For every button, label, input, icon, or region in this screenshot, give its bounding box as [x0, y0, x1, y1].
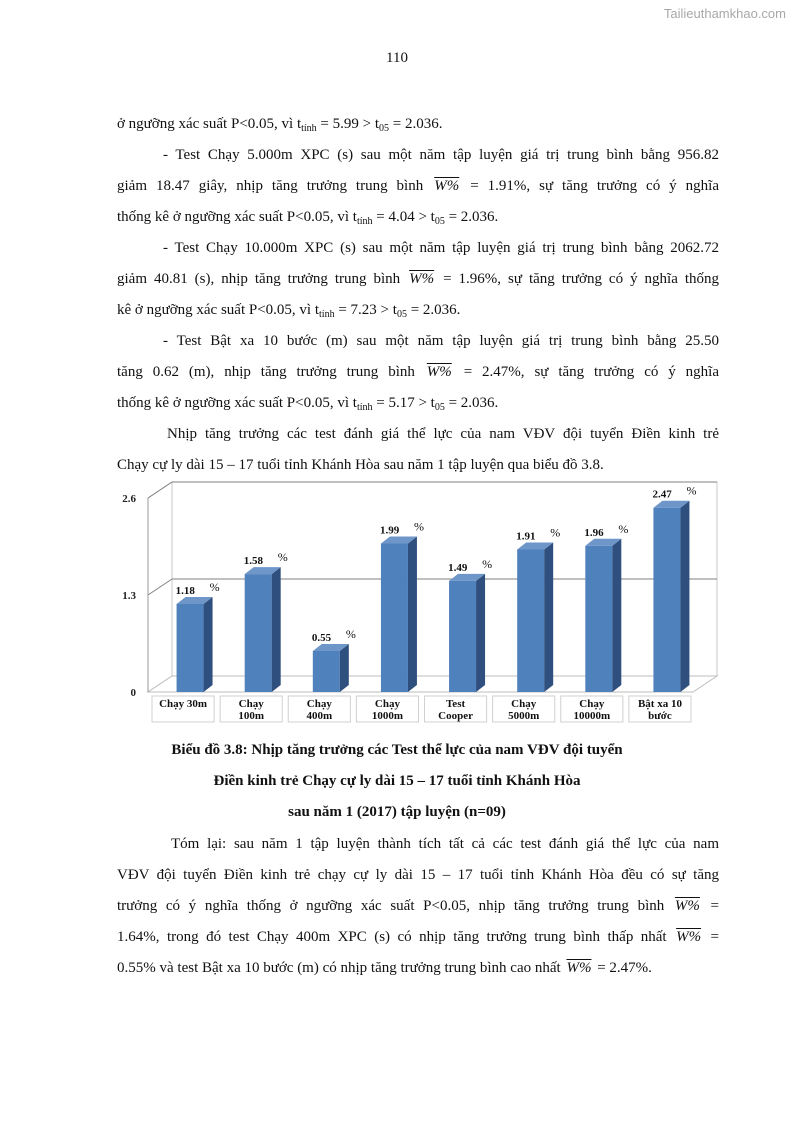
text-line: Chạy cự ly dài 15 – 17 tuổi tỉnh Khánh Hòa sau năm 1 tập luyện qua biểu đồ 3.8.: [117, 457, 604, 473]
bar-side: [204, 597, 213, 692]
text-run: = 2.47%.: [593, 960, 652, 976]
text-run: = 1.91%, sự tăng trưởng có ý nghĩa: [461, 178, 719, 194]
text-run: = 2.036.: [389, 116, 443, 132]
bar-front: [585, 546, 612, 692]
subscript: tính: [301, 123, 317, 134]
text-line: - Test Chạy 5.000m XPC (s) sau một năm tập luyện giá trị trung bình bằng 956.82: [163, 147, 719, 163]
paragraph-continuation: [117, 109, 719, 140]
bar-front: [177, 604, 204, 692]
data-label: 1.91: [516, 530, 536, 543]
text-line: Nhịp tăng trưởng các test đánh giá thể lực của nam VĐV đội tuyển Điền kinh trẻ: [167, 426, 719, 442]
data-label: 0.55: [311, 631, 332, 644]
data-label: 1.58: [243, 555, 263, 568]
mean-growth-symbol: W%: [426, 364, 452, 380]
text-line: [117, 295, 719, 326]
data-label: 1.99: [379, 524, 400, 537]
x-tick-label: Chạy: [238, 698, 264, 710]
data-label-unit: %: [413, 519, 424, 534]
subscript: tính: [356, 402, 373, 413]
subscript: 05: [379, 123, 390, 134]
data-label: 1.18: [175, 584, 195, 597]
x-tick-label: 5000m: [508, 710, 540, 722]
bar-front: [653, 508, 680, 692]
bar-front: [313, 651, 340, 692]
bar-front: [449, 581, 476, 692]
x-tick-label: 1000m: [371, 710, 404, 722]
figure-caption-line: Biểu đồ 3.8: Nhịp tăng trưởng các Test thể lực của nam VĐV đội tuyển: [171, 742, 623, 758]
y-tick-label: 2.6: [122, 493, 136, 505]
data-label-unit: %: [550, 525, 561, 540]
x-tick-label: bước: [648, 710, 672, 722]
text-line: [117, 357, 719, 388]
x-tick-label: 400m: [306, 710, 333, 722]
y-tick-label: 1.3: [122, 590, 136, 602]
chart-svg: [108, 480, 728, 725]
x-tick-label: Cooper: [438, 710, 473, 722]
text-run: thống kê ở ngưỡng xác suất P<0.05, vì t: [117, 395, 357, 411]
text-line: VĐV đội tuyển Điền kinh trẻ chạy cự ly dài 15 – 17 tuổi tỉnh Khánh Hòa đều có sự tăng: [117, 867, 719, 883]
text-run: ở ngưỡng xác suất P<0.05, vì t: [117, 116, 302, 132]
text-run: giảm 40.81 (s), nhịp tăng trưởng trung bình: [117, 271, 408, 287]
bar-front: [517, 549, 544, 692]
x-tick-label: Bật xa 10: [637, 698, 682, 710]
bar-side: [408, 537, 417, 692]
x-tick-label: 100m: [238, 710, 265, 722]
page-number: 110: [386, 50, 408, 66]
figure-caption-line: Điền kinh trẻ Chạy cự ly dài 15 – 17 tuổi tỉnh Khánh Hòa: [213, 773, 581, 789]
subscript: tính: [356, 216, 373, 227]
text-line: [117, 953, 719, 984]
mean-growth-symbol: W%: [566, 960, 592, 976]
text-line: [117, 388, 719, 419]
text-run: = 1.96%, sự tăng trưởng có ý nghĩa thống: [436, 271, 719, 287]
x-tick-label: Chạy: [306, 698, 332, 710]
x-tick-label: Chạy 30m: [159, 698, 208, 710]
watermark: Tailieuthamkhao.com: [663, 6, 786, 21]
text-run: = 7.23 > t: [334, 302, 397, 318]
bar-side: [272, 567, 281, 692]
x-tick-label: Chạy: [511, 698, 537, 710]
growth-bar-chart: [108, 480, 728, 725]
text-line: Tóm lại: sau năm 1 tập luyện thành tích tất cả các test đánh giá thể lực của nam: [171, 836, 719, 852]
text-line: [117, 171, 719, 202]
x-tick-label: 10000m: [573, 710, 611, 722]
text-run: 1.64%, trong đó test Chạy 400m XPC (s) có nhịp tăng trưởng trung bình thấp nhất: [117, 929, 675, 945]
text-run: =: [703, 929, 719, 945]
mean-growth-symbol: W%: [409, 271, 435, 287]
text-line: [117, 891, 719, 922]
data-label-unit: %: [345, 626, 356, 641]
chart-floor: [148, 676, 717, 692]
x-tick-label: Chạy: [374, 698, 400, 710]
paragraph-conclusion: [117, 829, 719, 984]
paragraph-10000m: [117, 233, 719, 326]
subscript: tính: [319, 309, 335, 320]
bar-side: [544, 542, 553, 692]
y-tick-label: 0: [130, 687, 136, 699]
text-run: = 2.47%, sự tăng trưởng có ý nghĩa: [453, 364, 719, 380]
text-run: = 2.036.: [444, 395, 499, 411]
text-run: giảm 18.47 giây, nhịp tăng trưởng trung bình: [117, 178, 433, 194]
bar-side: [340, 644, 349, 692]
text-run: = 5.99 > t: [316, 116, 380, 132]
text-run: = 5.17 > t: [372, 395, 435, 411]
subscript: 05: [396, 309, 407, 320]
data-label-unit: %: [686, 483, 697, 498]
data-label: 1.49: [448, 561, 468, 574]
bar-side: [680, 501, 689, 692]
text-run: = 2.036.: [406, 302, 461, 318]
paragraph-5000m: [117, 140, 719, 233]
text-run: tăng 0.62 (m), nhịp tăng trưởng trung bình: [117, 364, 425, 380]
text-run: = 2.036.: [444, 209, 499, 225]
bar-side: [612, 539, 621, 692]
text-run: =: [701, 898, 719, 914]
subscript: 05: [434, 402, 445, 413]
data-label: 2.47: [652, 488, 672, 501]
text-run: trưởng có ý nghĩa thống ở ngưỡng xác suất P<0.05, nhịp tăng trưởng trung bình: [117, 898, 673, 914]
bar-front: [245, 574, 272, 692]
figure-caption-line: sau năm 1 (2017) tập luyện (n=09): [288, 804, 506, 820]
text-run: kê ở ngưỡng xác suất P<0.05, vì t: [117, 302, 320, 318]
mean-growth-symbol: W%: [676, 929, 702, 945]
text-line: [117, 922, 719, 953]
bar-side: [476, 574, 485, 692]
data-label-unit: %: [482, 556, 493, 571]
x-tick-label: Test: [445, 698, 466, 710]
text-line: - Test Chạy 10.000m XPC (s) sau một năm tập luyện giá trị trung bình bằng 2062.72: [163, 240, 719, 256]
text-line: [117, 202, 719, 233]
paragraph-intro: [117, 419, 719, 481]
text-line: [117, 264, 719, 295]
text-run: = 4.04 > t: [372, 209, 435, 225]
text-run: thống kê ở ngưỡng xác suất P<0.05, vì t: [117, 209, 357, 225]
data-label-unit: %: [277, 550, 288, 565]
data-label: 1.96: [584, 526, 604, 539]
bar-front: [381, 544, 408, 692]
text-line: [117, 109, 719, 140]
x-tick-label: Chạy: [579, 698, 605, 710]
text-run: 0.55% và test Bật xa 10 bước (m) có nhịp tăng trưởng trung bình cao nhất: [117, 960, 565, 976]
data-label-unit: %: [618, 521, 629, 536]
subscript: 05: [434, 216, 445, 227]
paragraph-jump: [117, 326, 719, 419]
mean-growth-symbol: W%: [674, 898, 700, 914]
mean-growth-symbol: W%: [434, 178, 460, 194]
data-label-unit: %: [209, 579, 220, 594]
text-line: - Test Bật xa 10 bước (m) sau một năm tập luyện giá trị trung bình bằng 25.50: [163, 333, 719, 349]
